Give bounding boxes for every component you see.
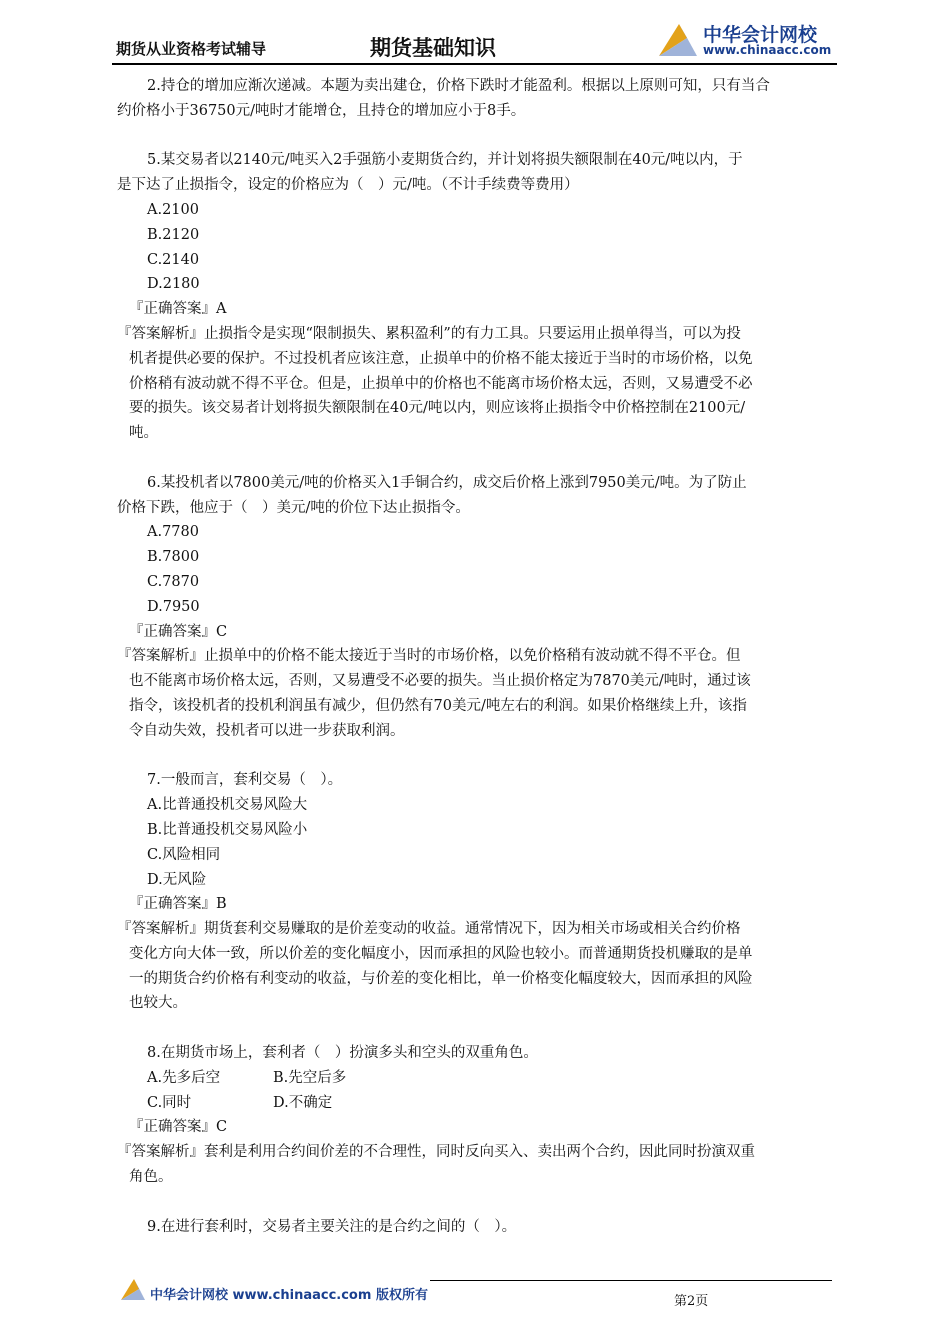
analysis-line: 要的损失。该交易者计划将损失额限制在40元/吨以内，则应该将止损指令中价格控制在2100元/ bbox=[129, 400, 746, 417]
header-course-title: 期货从业资格考试辅导 bbox=[116, 40, 267, 58]
analysis-line: 一的期货合约价格有利变动的收益，与价差的变化相比，单一价格变化幅度较大，因而承担的风险 bbox=[129, 970, 753, 987]
analysis-line: 『答案解析』期货套利交易赚取的是价差变动的收益。通常情况下，因为相关市场或相关合约价格 bbox=[117, 921, 741, 938]
correct-answer: 『正确答案』B bbox=[129, 896, 227, 913]
analysis-line: 价格稍有波动就不得不平仓。但是，止损单中的价格也不能离市场价格太远，否则，又易遭受不必 bbox=[129, 375, 753, 392]
analysis-line: 指令，该投机者的投机利润虽有减少，但仍然有70美元/吨左右的利润。如果价格继续上升，该指 bbox=[129, 697, 747, 714]
analysis-line: 也不能离市场价格太远，否则，又易遭受不必要的损失。当止损价格定为7870美元/吨时，通过该 bbox=[129, 673, 751, 690]
page-footer bbox=[112, 1276, 837, 1316]
option: D.不确定 bbox=[273, 1094, 333, 1111]
option: C.风险相同 bbox=[147, 846, 221, 863]
correct-answer: 『正确答案』C bbox=[129, 623, 228, 640]
logo-url: www.chinaacc.com bbox=[703, 43, 832, 57]
analysis-line: 令自动失效，投机者可以进一步获取利润。 bbox=[129, 722, 405, 739]
logo-name: 中华会计网校 bbox=[703, 24, 818, 46]
footer-divider bbox=[430, 1280, 832, 1281]
option: C.2140 bbox=[147, 251, 200, 268]
question-stem: 7.一般而言，套利交易（ ）。 bbox=[147, 772, 343, 789]
page-header bbox=[112, 18, 837, 62]
analysis-line: 机者提供必要的保护。不过投机者应该注意，止损单中的价格不能太接近于当时的市场价格，以免 bbox=[129, 350, 753, 367]
question-stem: 6.某投机者以7800美元/吨的价格买入1手铜合约，成交后价格上涨到7950美元/吨。为了防止 bbox=[147, 474, 747, 491]
analysis-line: 『答案解析』止损指令是实现“限制损失、累积盈利”的有力工具。只要运用止损单得当，可以为投 bbox=[117, 325, 741, 342]
option: D.7950 bbox=[147, 598, 200, 615]
footer-logo-icon bbox=[120, 1278, 146, 1302]
document-body bbox=[117, 74, 839, 1239]
analysis-line: 角色。 bbox=[129, 1169, 173, 1186]
option: A.2100 bbox=[147, 201, 199, 218]
option: A.比普通投机交易风险大 bbox=[147, 797, 308, 814]
header-divider bbox=[112, 63, 837, 65]
analysis-line: 『答案解析』止损单中的价格不能太接近于当时的市场价格，以免价格稍有波动就不得不平仓。但 bbox=[117, 648, 741, 665]
question-stem: 9.在进行套利时，交易者主要关注的是合约之间的（ ）。 bbox=[147, 1218, 517, 1235]
option: A.先多后空 bbox=[147, 1069, 221, 1086]
page-number: 第2页 bbox=[674, 1294, 709, 1309]
option: A.7780 bbox=[147, 524, 199, 541]
intro-line: 2.持仓的增加应渐次递减。本题为卖出建仓，价格下跌时才能盈利。根据以上原则可知，只有当合 bbox=[147, 78, 770, 94]
header-subject-title: 期货基础知识 bbox=[370, 36, 496, 60]
correct-answer: 『正确答案』C bbox=[129, 1119, 228, 1136]
option: D.2180 bbox=[147, 276, 200, 293]
option-row bbox=[117, 1066, 839, 1091]
footer-copyright: 中华会计网校 www.chinaacc.com 版权所有 bbox=[150, 1288, 428, 1303]
question-stem: 8.在期货市场上，套利者（ ）扮演多头和空头的双重角色。 bbox=[147, 1045, 538, 1062]
triangle-logo-icon bbox=[657, 22, 699, 58]
option: B.7800 bbox=[147, 549, 200, 566]
intro-line: 约价格小于36750元/吨时才能增仓，且持仓的增加应小于8手。 bbox=[117, 102, 526, 119]
option: C.同时 bbox=[147, 1094, 192, 1111]
option: C.7870 bbox=[147, 573, 200, 590]
question-stem: 5.某交易者以2140元/吨买入2手强筋小麦期货合约，并计划将损失额限制在40元/吨以内，于 bbox=[147, 152, 743, 169]
option: B.2120 bbox=[147, 226, 200, 243]
option: D.无风险 bbox=[147, 871, 207, 888]
analysis-line: 吨。 bbox=[129, 425, 158, 442]
analysis-line: 也较大。 bbox=[129, 995, 187, 1012]
analysis-line: 变化方向大体一致，所以价差的变化幅度小，因而承担的风险也较小。而普通期货投机赚取的是单 bbox=[129, 945, 753, 962]
correct-answer: 『正确答案』A bbox=[129, 301, 227, 318]
question-stem: 是下达了止损指令，设定的价格应为（ ）元/吨。（不计手续费等费用） bbox=[117, 177, 579, 194]
analysis-line: 『答案解析』套利是利用合约间价差的不合理性，同时反向买入、卖出两个合约，因此同时扮演双重 bbox=[117, 1144, 755, 1161]
question-stem: 价格下跌，他应于（ ）美元/吨的价位下达止损指令。 bbox=[117, 499, 470, 516]
option: B.比普通投机交易风险小 bbox=[147, 821, 308, 838]
option-row bbox=[117, 1091, 839, 1116]
option: B.先空后多 bbox=[273, 1069, 347, 1086]
header-logo bbox=[657, 18, 837, 60]
